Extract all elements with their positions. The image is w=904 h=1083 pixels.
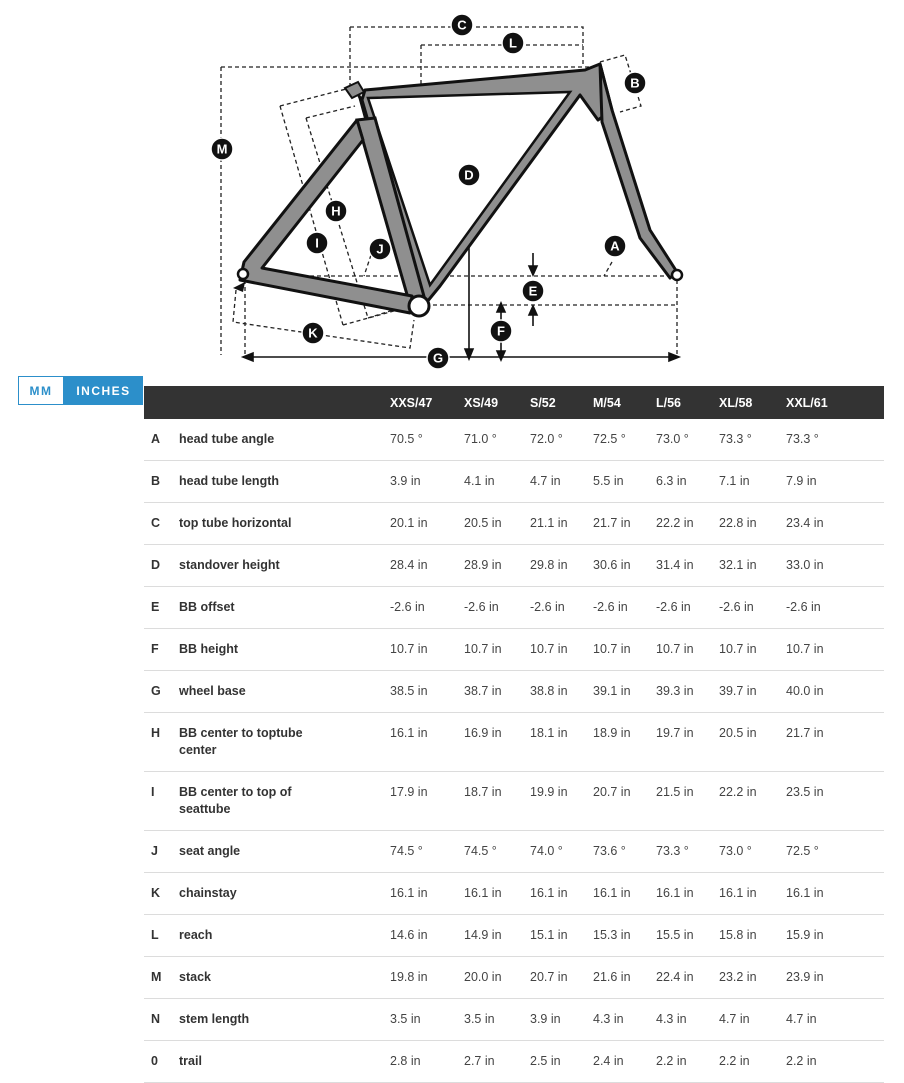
table-header-row [144, 386, 884, 419]
cell-value: 18.7 in [464, 772, 530, 831]
cell-value: 4.7 in [786, 999, 884, 1041]
cell-value: 72.5 ° [786, 831, 884, 873]
svg-text:H: H [331, 203, 341, 219]
cell-value: 17.9 in [390, 772, 464, 831]
table-row [144, 772, 884, 831]
table-row [144, 671, 884, 713]
cell-value: 39.3 in [656, 671, 719, 713]
marker-h [325, 200, 347, 222]
cell-value: 28.9 in [464, 545, 530, 587]
cell-value: 21.7 in [786, 713, 884, 772]
row-label: head tube angle [179, 419, 390, 461]
row-label: BB center to toptube center [179, 713, 390, 772]
cell-value: 4.3 in [593, 999, 656, 1041]
cell-value: 22.8 in [719, 503, 786, 545]
row-code: K [144, 873, 179, 915]
header-size: XXS/47 [390, 395, 433, 410]
row-code: G [144, 671, 179, 713]
header-size: XXL/61 [786, 395, 828, 410]
row-code: J [144, 831, 179, 873]
cell-value: 21.5 in [656, 772, 719, 831]
row-code: I [144, 772, 179, 831]
cell-value: 10.7 in [719, 629, 786, 671]
cell-value: 10.7 in [656, 629, 719, 671]
cell-value: -2.6 in [656, 587, 719, 629]
cell-value: 18.9 in [593, 713, 656, 772]
cell-value: 28.4 in [390, 545, 464, 587]
cell-value: 21.6 in [593, 957, 656, 999]
svg-text:F: F [497, 323, 505, 339]
cell-value: 18.1 in [530, 713, 593, 772]
cell-value: 73.3 ° [786, 419, 884, 461]
svg-text:D: D [464, 167, 474, 183]
cell-value: 2.2 in [656, 1041, 719, 1083]
svg-text:E: E [528, 283, 538, 299]
row-label: head tube length [179, 461, 390, 503]
cell-value: 16.9 in [464, 713, 530, 772]
row-code: F [144, 629, 179, 671]
cell-value: 74.5 ° [390, 831, 464, 873]
header-size: XS/49 [464, 395, 499, 410]
cell-value: 20.5 in [719, 713, 786, 772]
cell-value: 38.5 in [390, 671, 464, 713]
cell-value: 16.1 in [786, 873, 884, 915]
cell-value: 16.1 in [390, 873, 464, 915]
row-label: stack [179, 957, 390, 999]
cell-value: 23.2 in [719, 957, 786, 999]
svg-text:A: A [610, 238, 620, 254]
cell-value: 20.5 in [464, 503, 530, 545]
marker-e [522, 280, 544, 302]
cell-value: 39.7 in [719, 671, 786, 713]
row-code: 0 [144, 1041, 179, 1083]
cell-value: 70.5 ° [390, 419, 464, 461]
cell-value: 21.7 in [593, 503, 656, 545]
cell-value: 31.4 in [656, 545, 719, 587]
cell-value: 22.2 in [719, 772, 786, 831]
cell-value: 33.0 in [786, 545, 884, 587]
cell-value: 2.2 in [786, 1041, 884, 1083]
cell-value: 15.9 in [786, 915, 884, 957]
cell-value: 10.7 in [530, 629, 593, 671]
svg-text:I: I [315, 235, 319, 251]
svg-text:L: L [509, 35, 517, 51]
cell-value: 30.6 in [593, 545, 656, 587]
cell-value: 74.5 ° [464, 831, 530, 873]
row-label: BB center to top of seattube [179, 772, 390, 831]
cell-value: 38.7 in [464, 671, 530, 713]
unit-toggle [18, 376, 143, 405]
cell-value: 15.5 in [656, 915, 719, 957]
cell-value: 22.4 in [656, 957, 719, 999]
cell-value: 10.7 in [464, 629, 530, 671]
row-code: C [144, 503, 179, 545]
header-blank [144, 386, 179, 419]
svg-text:J: J [376, 241, 384, 257]
table-row [144, 503, 884, 545]
table-row [144, 831, 884, 873]
row-code: H [144, 713, 179, 772]
row-label: chainstay [179, 873, 390, 915]
cell-value: 16.1 in [464, 873, 530, 915]
marker-f [490, 320, 512, 342]
row-code: B [144, 461, 179, 503]
cell-value: 3.9 in [530, 999, 593, 1041]
marker-c [451, 14, 473, 36]
cell-value: 22.2 in [656, 503, 719, 545]
row-code: D [144, 545, 179, 587]
svg-text:C: C [457, 17, 467, 33]
cell-value: 21.1 in [530, 503, 593, 545]
cell-value: 4.7 in [719, 999, 786, 1041]
header-size: XL/58 [719, 395, 753, 410]
cell-value: 14.6 in [390, 915, 464, 957]
geometry-table [144, 386, 884, 1083]
cell-value: -2.6 in [786, 587, 884, 629]
bike-frame-icon [233, 64, 682, 316]
table-row [144, 545, 884, 587]
cell-value: 40.0 in [786, 671, 884, 713]
cell-value: 16.1 in [656, 873, 719, 915]
header-size: S/52 [530, 395, 556, 410]
cell-value: 23.4 in [786, 503, 884, 545]
cell-value: 19.8 in [390, 957, 464, 999]
cell-value: 4.3 in [656, 999, 719, 1041]
row-label: reach [179, 915, 390, 957]
table-row [144, 915, 884, 957]
cell-value: 5.5 in [593, 461, 656, 503]
cell-value: 10.7 in [593, 629, 656, 671]
marker-d [458, 164, 480, 186]
cell-value: 73.3 ° [719, 419, 786, 461]
cell-value: 72.0 ° [530, 419, 593, 461]
marker-a [604, 235, 626, 257]
cell-value: 74.0 ° [530, 831, 593, 873]
row-code: L [144, 915, 179, 957]
marker-l [502, 32, 524, 54]
cell-value: 3.5 in [464, 999, 530, 1041]
table-row [144, 587, 884, 629]
row-code: M [144, 957, 179, 999]
marker-m [211, 138, 233, 160]
cell-value: 73.3 ° [656, 831, 719, 873]
cell-value: 16.1 in [593, 873, 656, 915]
cell-value: 7.9 in [786, 461, 884, 503]
inches-button[interactable]: INCHES [64, 376, 143, 405]
svg-text:M: M [216, 141, 228, 157]
cell-value: 29.8 in [530, 545, 593, 587]
cell-value: 38.8 in [530, 671, 593, 713]
cell-value: 2.7 in [464, 1041, 530, 1083]
mm-button[interactable]: MM [18, 376, 64, 405]
cell-value: -2.6 in [593, 587, 656, 629]
row-label: stem length [179, 999, 390, 1041]
marker-g [427, 347, 449, 369]
row-label: trail [179, 1041, 390, 1083]
cell-value: -2.6 in [390, 587, 464, 629]
frame-geometry-diagram [0, 0, 904, 375]
marker-b [624, 72, 646, 94]
cell-value: 39.1 in [593, 671, 656, 713]
cell-value: 20.7 in [593, 772, 656, 831]
svg-text:B: B [630, 75, 640, 91]
table-row [144, 1041, 884, 1083]
cell-value: 15.1 in [530, 915, 593, 957]
cell-value: 7.1 in [719, 461, 786, 503]
cell-value: -2.6 in [464, 587, 530, 629]
row-label: BB offset [179, 587, 390, 629]
cell-value: 3.9 in [390, 461, 464, 503]
cell-value: 73.0 ° [656, 419, 719, 461]
row-code: E [144, 587, 179, 629]
cell-value: 2.5 in [530, 1041, 593, 1083]
marker-k [302, 322, 324, 344]
cell-value: 10.7 in [390, 629, 464, 671]
cell-value: 19.9 in [530, 772, 593, 831]
cell-value: 32.1 in [719, 545, 786, 587]
cell-value: 19.7 in [656, 713, 719, 772]
row-label: standover height [179, 545, 390, 587]
row-label: seat angle [179, 831, 390, 873]
cell-value: -2.6 in [530, 587, 593, 629]
cell-value: 16.1 in [390, 713, 464, 772]
row-code: N [144, 999, 179, 1041]
svg-text:G: G [432, 350, 444, 366]
cell-value: 23.9 in [786, 957, 884, 999]
cell-value: 2.8 in [390, 1041, 464, 1083]
cell-value: 16.1 in [719, 873, 786, 915]
header-size: M/54 [593, 395, 621, 410]
row-label: BB height [179, 629, 390, 671]
row-code: A [144, 419, 179, 461]
cell-value: 3.5 in [390, 999, 464, 1041]
cell-value: 14.9 in [464, 915, 530, 957]
cell-value: 71.0 ° [464, 419, 530, 461]
cell-value: 2.2 in [719, 1041, 786, 1083]
table-row [144, 629, 884, 671]
table-row [144, 419, 884, 461]
marker-j [369, 238, 391, 260]
table-row [144, 999, 884, 1041]
header-blank [179, 386, 390, 419]
cell-value: 23.5 in [786, 772, 884, 831]
cell-value: 73.6 ° [593, 831, 656, 873]
cell-value: 73.0 ° [719, 831, 786, 873]
cell-value: 10.7 in [786, 629, 884, 671]
cell-value: -2.6 in [719, 587, 786, 629]
cell-value: 4.1 in [464, 461, 530, 503]
table-row [144, 873, 884, 915]
table-row [144, 461, 884, 503]
row-label: top tube horizontal [179, 503, 390, 545]
cell-value: 6.3 in [656, 461, 719, 503]
cell-value: 4.7 in [530, 461, 593, 503]
cell-value: 20.0 in [464, 957, 530, 999]
table-row [144, 713, 884, 772]
header-size: L/56 [656, 395, 682, 410]
cell-value: 72.5 ° [593, 419, 656, 461]
cell-value: 20.1 in [390, 503, 464, 545]
cell-value: 15.8 in [719, 915, 786, 957]
cell-value: 2.4 in [593, 1041, 656, 1083]
row-label: wheel base [179, 671, 390, 713]
cell-value: 20.7 in [530, 957, 593, 999]
table-row [144, 957, 884, 999]
cell-value: 15.3 in [593, 915, 656, 957]
svg-text:K: K [308, 325, 318, 341]
cell-value: 16.1 in [530, 873, 593, 915]
marker-i [306, 232, 328, 254]
